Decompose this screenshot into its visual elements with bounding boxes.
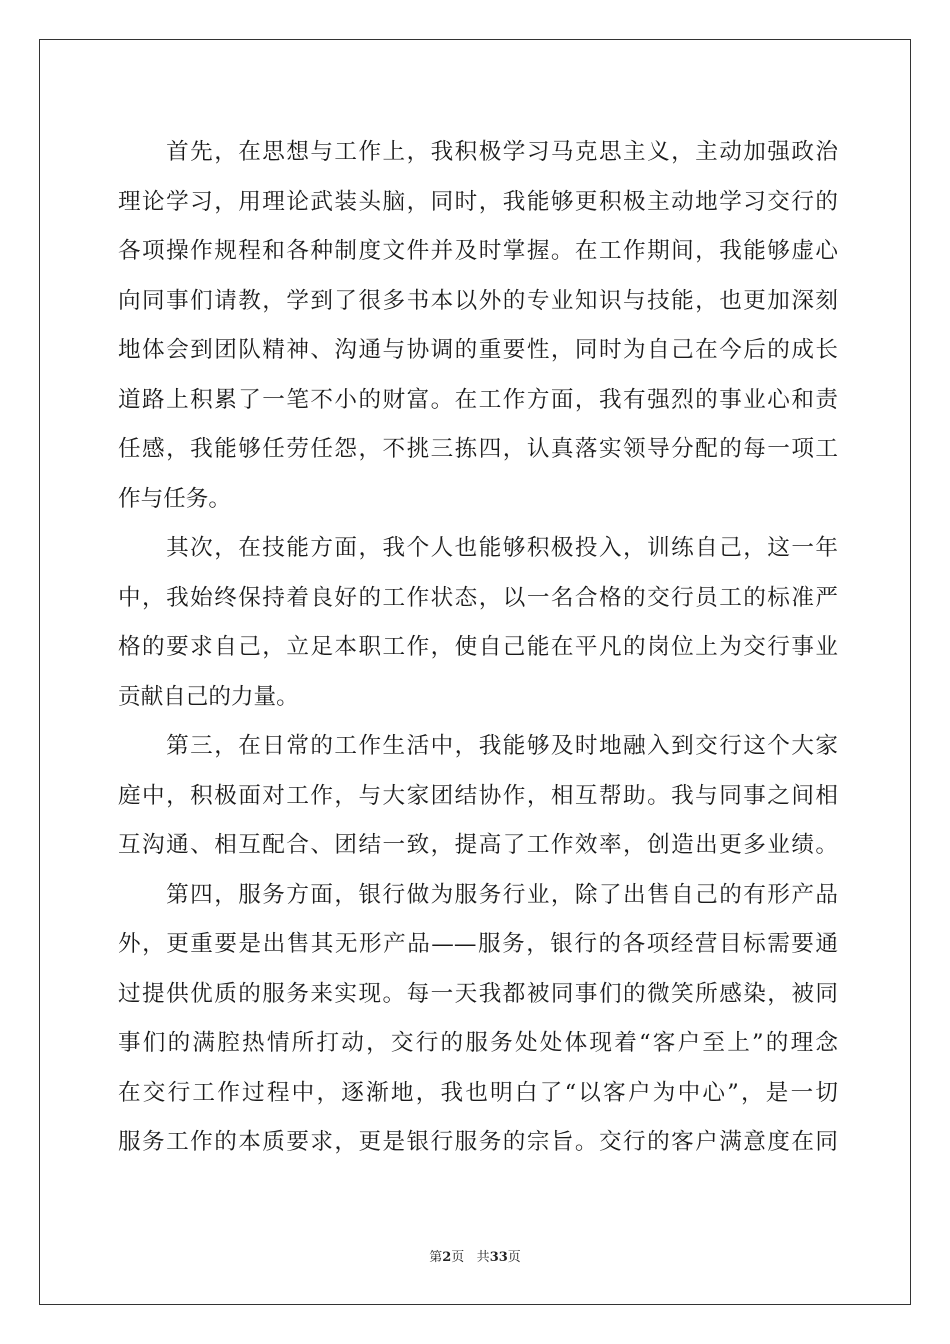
text-line: 各项操作规程和各种制度文件并及时掌握。在工作期间，我能够虚心 xyxy=(118,238,838,264)
text-line: 外，更重要是出售其无形产品——服务，银行的各项经营目标需要通 xyxy=(118,931,838,957)
page-footer xyxy=(0,1246,950,1265)
text-line: 第三，在日常的工作生活中，我能够及时地融入到交行这个大家 xyxy=(118,733,838,759)
text-line: 道路上积累了一笔不小的财富。在工作方面，我有强烈的事业心和责 xyxy=(118,386,838,413)
text-line: 过提供优质的服务来实现。每一天我都被同事们的微笑所感染，被同 xyxy=(118,980,838,1007)
text-line: 第四，服务方面，银行做为服务行业，除了出售自己的有形产品 xyxy=(118,881,838,908)
text-line: 在交行工作过程中，逐渐地，我也明白了“以客户为中心”，是一切 xyxy=(118,1079,838,1106)
text-line: 事们的满腔热情所打动，交行的服务处处体现着“客户至上”的理念 xyxy=(118,1030,838,1056)
text-line: 理论学习，用理论武装头脑，同时，我能够更积极主动地学习交行的 xyxy=(118,188,838,215)
text-line: 首先，在思想与工作上，我积极学习马克思主义，主动加强政治 xyxy=(118,139,838,165)
total-suffix: 页 xyxy=(507,1250,521,1265)
total-prefix: 共 xyxy=(476,1250,490,1265)
text-line: 贡献自己的力量。 xyxy=(118,683,299,710)
page-suffix: 页 xyxy=(451,1250,465,1265)
text-line: 其次，在技能方面，我个人也能够积极投入，训练自己，这一年 xyxy=(118,535,838,561)
text-line: 向同事们请教，学到了很多书本以外的专业知识与技能，也更加深刻 xyxy=(118,287,838,314)
total-pages: 33 xyxy=(489,1250,508,1265)
text-line: 服务工作的本质要求，更是银行服务的宗旨。交行的客户满意度在同 xyxy=(118,1129,838,1155)
text-line: 互沟通、相互配合、团结一致，提高了工作效率，创造出更多业绩。 xyxy=(118,832,838,858)
text-line: 中，我始终保持着良好的工作状态，以一名合格的交行员工的标准严 xyxy=(118,584,838,611)
document-body xyxy=(118,128,838,1168)
page-number: 2 xyxy=(442,1250,452,1265)
text-line: 格的要求自己，立足本职工作，使自己能在平凡的岗位上为交行事业 xyxy=(118,634,838,660)
page-prefix: 第 xyxy=(429,1250,443,1265)
text-line: 作与任务。 xyxy=(118,485,231,512)
text-line: 任感，我能够任劳任怨，不挑三拣四，认真落实领导分配的每一项工 xyxy=(118,436,838,462)
text-line: 地体会到团队精神、沟通与协调的重要性，同时为自己在今后的成长 xyxy=(118,337,838,363)
text-line: 庭中，积极面对工作，与大家团结协作，相互帮助。我与同事之间相 xyxy=(118,782,838,809)
